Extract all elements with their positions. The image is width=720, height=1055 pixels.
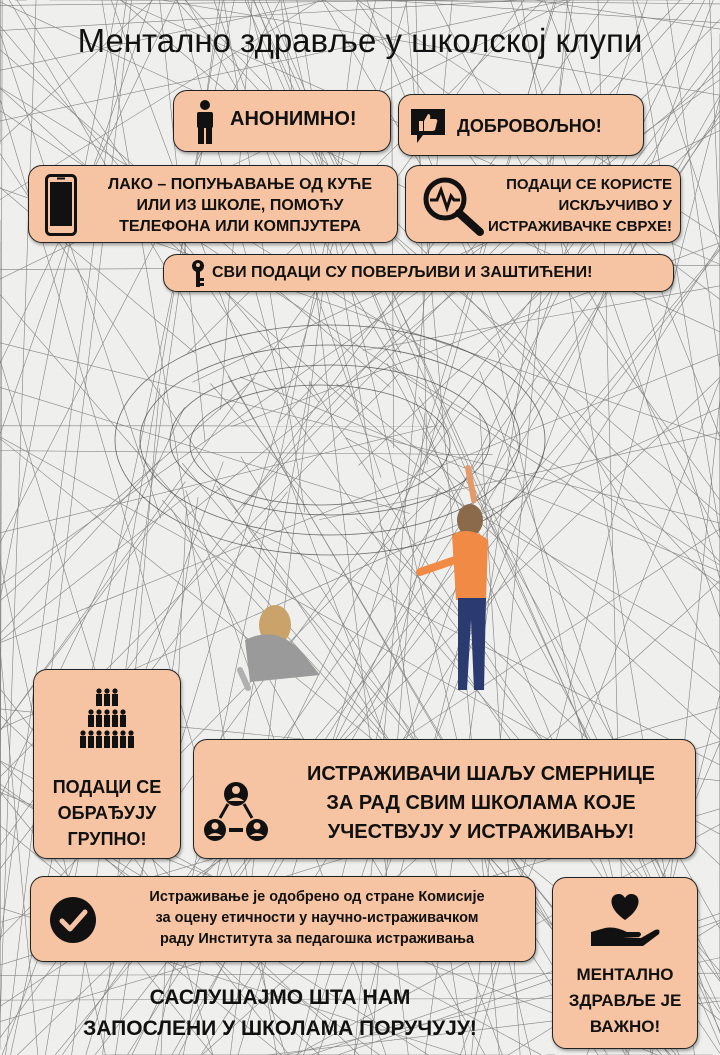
mental-health-text: МЕНТАЛНО ЗДРАВЉЕ ЈЕ ВАЖНО!: [568, 965, 682, 1036]
easy-text: ЛАКО – ПОПУЊАВАЊЕ ОД КУЋЕ ИЛИ ИЗ ШКОЛЕ, ПОМОЋУ ТЕЛЕФОНА ИЛИ КОМПЈУТЕРА: [107, 176, 373, 235]
easy-box: [28, 165, 398, 243]
group-people-icon: [78, 688, 136, 752]
thumbs-up-icon: [409, 107, 447, 145]
group-text: ПОДАЦИ СЕ ОБРАЂУЈУ ГРУПНО!: [52, 777, 162, 849]
guidelines-text: ИСТРАЖИВАЧИ ШАЉУ СМЕРНИЦЕ ЗА РАД СВИМ ШКОЛАМА КОЈЕ УЧЕСТВУЈУ У ИСТРАЖИВАЊУ!: [306, 763, 656, 843]
heart-hand-icon: [587, 890, 663, 950]
person-icon: [194, 100, 216, 144]
page-title: Ментално здравље у школској клупи: [77, 22, 643, 59]
magnifier-pulse-icon: [420, 174, 486, 238]
guidelines-box: [193, 739, 696, 859]
research-use-box: [405, 165, 681, 243]
group-box: [33, 669, 181, 859]
footer-text: САСЛУШАЈМО ШТА НАМ ЗАПОСЛЕНИ У ШКОЛАМА ПОРУЧУЈУ!: [83, 986, 477, 1040]
voluntary-box: [398, 94, 644, 156]
approved-text: Истраживање је одобрено од стране Комисије за оцену етичности у научно-истраживачком раду Института за педагошка истраживања: [149, 889, 485, 947]
anonymous-label: АНОНИМНО!: [230, 108, 357, 130]
approved-box: [30, 876, 536, 962]
anonymous-box: [173, 90, 391, 152]
key-icon: [190, 260, 206, 288]
research-use-text: ПОДАЦИ СЕ КОРИСТЕ ИСКЉУЧИВО У ИСТРАЖИВАЧКЕ СВРХЕ!: [487, 176, 672, 235]
network-people-icon: [202, 780, 270, 844]
check-circle-icon: [49, 896, 97, 944]
phone-icon: [45, 174, 77, 236]
confidential-box: [163, 254, 674, 292]
confidential-label: СВИ ПОДАЦИ СУ ПОВЕРЉИВИ И ЗАШТИЋЕНИ!: [212, 264, 593, 281]
voluntary-label: ДОБРОВОЉНО!: [457, 116, 602, 136]
mental-health-box: [552, 877, 698, 1049]
